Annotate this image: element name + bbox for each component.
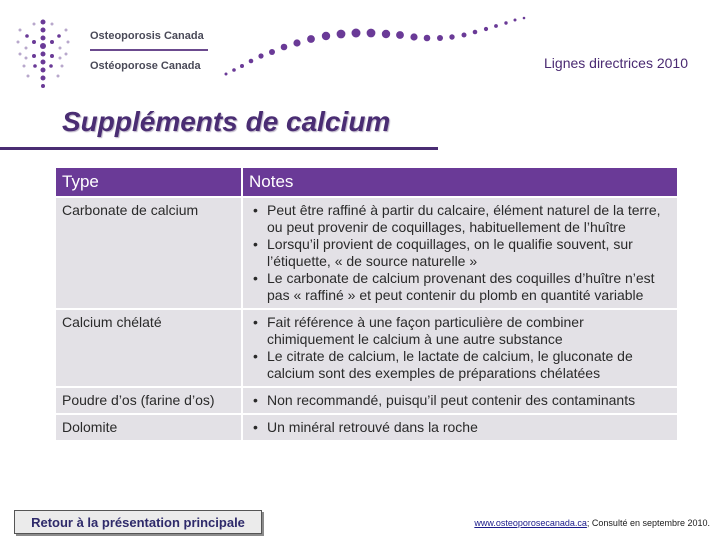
table-row — [56, 387, 677, 414]
org-divider — [90, 49, 208, 51]
title-underline — [0, 147, 438, 150]
note-item: • Un minéral retrouvé dans la roche — [249, 419, 671, 436]
osteoporosis-canada-logo — [10, 12, 76, 92]
note-item: • Non recommandé, puisqu’il peut contenir des contaminants — [249, 392, 671, 409]
footer-source — [474, 518, 710, 528]
back-to-main-presentation-button[interactable]: Retour à la présentation principale — [14, 510, 262, 534]
table-row — [56, 414, 677, 441]
org-name-english: Osteoporosis Canada — [90, 30, 204, 42]
guidelines-label: Lignes directrices 2010 — [544, 55, 688, 71]
note-item: • Peut être raffiné à partir du calcaire, élément naturel de la terre, ou peut provenir de coquillages, habituellement de l’huître — [249, 202, 671, 236]
column-header-type: Type — [56, 168, 242, 197]
notes-cell — [242, 197, 677, 309]
type-cell: Poudre d’os (farine d’os) — [56, 387, 242, 414]
table-row — [56, 197, 677, 309]
notes-cell — [242, 387, 677, 414]
table-header-row — [56, 168, 677, 197]
note-item: • Le citrate de calcium, le lactate de calcium, le gluconate de calcium sont des exemples de préparations chélatées — [249, 348, 671, 382]
note-item: • Fait référence à une façon particulière de combiner chimiquement le calcium à une autre substance — [249, 314, 671, 348]
decorative-dot-arc — [220, 12, 540, 82]
table-row — [56, 309, 677, 387]
footer-note: ; Consulté en septembre 2010. — [586, 518, 710, 528]
notes-cell — [242, 414, 677, 441]
page-title: Suppléments de calcium — [62, 106, 391, 137]
type-cell: Calcium chélaté — [56, 309, 242, 387]
type-cell: Dolomite — [56, 414, 242, 441]
column-header-notes: Notes — [242, 168, 677, 197]
notes-cell — [242, 309, 677, 387]
note-item: • Lorsqu’il provient de coquillages, on le qualifie souvent, sur l’étiquette, « de source naturelle » — [249, 236, 671, 270]
calcium-supplements-table — [56, 168, 677, 442]
type-cell: Carbonate de calcium — [56, 197, 242, 309]
website-link[interactable]: www.osteoporosecanada.ca — [474, 518, 587, 528]
note-item: • Le carbonate de calcium provenant des coquilles d’huître n’est pas « raffiné » et peut contenir du plomb en quantité variable — [249, 270, 671, 304]
org-name-french: Ostéoporose Canada — [90, 60, 201, 72]
